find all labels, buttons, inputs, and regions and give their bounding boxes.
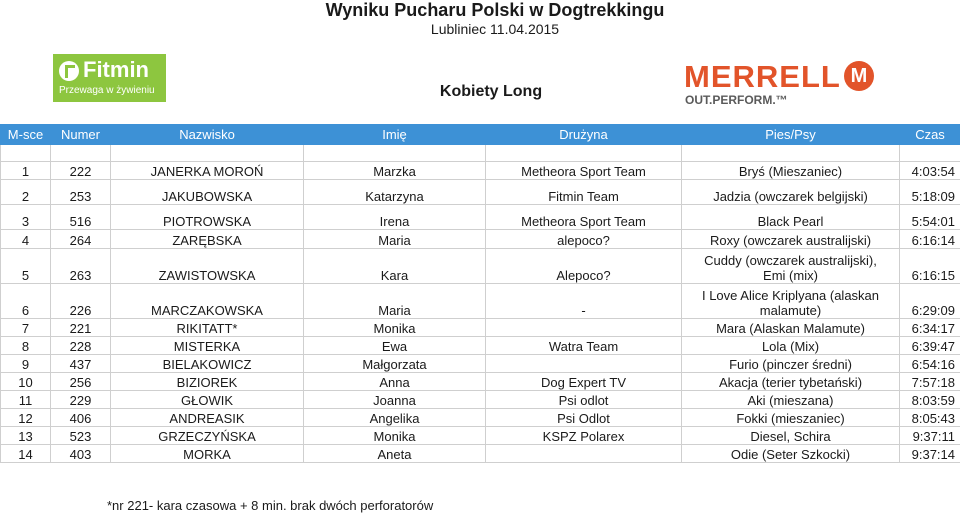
cell-place: 5 xyxy=(1,249,51,284)
cell-time: 6:16:14 xyxy=(900,230,960,249)
table-row xyxy=(1,162,960,180)
cell-number: 229 xyxy=(51,391,111,409)
cell-name: Monika xyxy=(304,427,486,445)
table-row xyxy=(1,355,960,373)
column-header-team: Drużyna xyxy=(486,125,682,145)
cell-place: 2 xyxy=(1,180,51,205)
cell-place: 4 xyxy=(1,230,51,249)
cell-number: 263 xyxy=(51,249,111,284)
cell-surname: ZARĘBSKA xyxy=(111,230,304,249)
column-header-dogs: Pies/Psy xyxy=(682,125,900,145)
cell-surname: PIOTROWSKA xyxy=(111,205,304,230)
cell-dogs: Bryś (Mieszaniec) xyxy=(682,162,900,180)
cell-dogs: Aki (mieszana) xyxy=(682,391,900,409)
page-title: Wyniku Pucharu Polski w Dogtrekkingu xyxy=(325,0,665,20)
cell-place: 6 xyxy=(1,284,51,319)
cell-time: 6:16:15 xyxy=(900,249,960,284)
cell-dogs: Lola (Mix) xyxy=(682,337,900,355)
table-row xyxy=(1,230,960,249)
results-table xyxy=(0,124,960,463)
cell-number: 516 xyxy=(51,205,111,230)
cell-surname: ANDREASIK xyxy=(111,409,304,427)
cell-number: 523 xyxy=(51,427,111,445)
cell-number: 228 xyxy=(51,337,111,355)
cell-place: 11 xyxy=(1,391,51,409)
cell-number: 406 xyxy=(51,409,111,427)
cell-surname: ZAWISTOWSKA xyxy=(111,249,304,284)
cell-surname: MISTERKA xyxy=(111,337,304,355)
cell-place: 3 xyxy=(1,205,51,230)
cell-team: Psi Odlot xyxy=(486,409,682,427)
cell-name: Małgorzata xyxy=(304,355,486,373)
cell-team: Watra Team xyxy=(486,337,682,355)
cell-surname: JAKUBOWSKA xyxy=(111,180,304,205)
cell-place: 13 xyxy=(1,427,51,445)
cell-time: 9:37:14 xyxy=(900,445,960,463)
table-row xyxy=(1,205,960,230)
cell-time: 6:34:17 xyxy=(900,319,960,337)
cell-team: Metheora Sport Team xyxy=(486,205,682,230)
cell-time: 5:18:09 xyxy=(900,180,960,205)
cell-dogs: Fokki (mieszaniec) xyxy=(682,409,900,427)
table-row xyxy=(1,409,960,427)
cell-name: Anna xyxy=(304,373,486,391)
cell-time: 8:05:43 xyxy=(900,409,960,427)
cell-number: 264 xyxy=(51,230,111,249)
cell-surname: BIZIOREK xyxy=(111,373,304,391)
cell-time: 4:03:54 xyxy=(900,162,960,180)
cell-dogs: Diesel, Schira xyxy=(682,427,900,445)
cell-team: Metheora Sport Team xyxy=(486,162,682,180)
cell-dogs: Odie (Seter Szkocki) xyxy=(682,445,900,463)
cell-time: 8:03:59 xyxy=(900,391,960,409)
cell-dogs: Mara (Alaskan Malamute) xyxy=(682,319,900,337)
column-header-number: Numer xyxy=(51,125,111,145)
column-header-name: Imię xyxy=(304,125,486,145)
cell-place: 7 xyxy=(1,319,51,337)
table-spacer-row xyxy=(1,145,960,162)
fitmin-check-icon xyxy=(59,61,79,81)
cell-number: 437 xyxy=(51,355,111,373)
cell-time: 9:37:11 xyxy=(900,427,960,445)
cell-number: 222 xyxy=(51,162,111,180)
cell-team xyxy=(486,445,682,463)
table-row xyxy=(1,337,960,355)
cell-number: 226 xyxy=(51,284,111,319)
cell-dogs: I Love Alice Kriplyana (alaskan malamute) xyxy=(682,284,900,319)
cell-surname: JANERKA MOROŃ xyxy=(111,162,304,180)
cell-name: Joanna xyxy=(304,391,486,409)
cell-team: KSPZ Polarex xyxy=(486,427,682,445)
cell-team: - xyxy=(486,284,682,319)
table-row xyxy=(1,180,960,205)
table-header-row xyxy=(1,125,960,145)
cell-place: 8 xyxy=(1,337,51,355)
cell-number: 221 xyxy=(51,319,111,337)
cell-name: Katarzyna xyxy=(304,180,486,205)
cell-place: 9 xyxy=(1,355,51,373)
table-row xyxy=(1,284,960,319)
cell-name: Maria xyxy=(304,284,486,319)
cell-team: Dog Expert TV xyxy=(486,373,682,391)
cell-place: 1 xyxy=(1,162,51,180)
cell-surname: GŁOWIK xyxy=(111,391,304,409)
cell-name: Angelika xyxy=(304,409,486,427)
cell-surname: BIELAKOWICZ xyxy=(111,355,304,373)
cell-time: 6:29:09 xyxy=(900,284,960,319)
cell-time: 6:39:47 xyxy=(900,337,960,355)
cell-dogs: Cuddy (owczarek australijski), Emi (mix) xyxy=(682,249,900,284)
cell-team: Fitmin Team xyxy=(486,180,682,205)
cell-time: 5:54:01 xyxy=(900,205,960,230)
fitmin-logo-tagline: Przewaga w żywieniu xyxy=(59,85,155,96)
cell-place: 12 xyxy=(1,409,51,427)
table-row xyxy=(1,427,960,445)
cell-name: Aneta xyxy=(304,445,486,463)
cell-team: Psi odlot xyxy=(486,391,682,409)
cell-time: 6:54:16 xyxy=(900,355,960,373)
cell-dogs: Black Pearl xyxy=(682,205,900,230)
table-row xyxy=(1,445,960,463)
cell-time: 7:57:18 xyxy=(900,373,960,391)
cell-dogs: Roxy (owczarek australijski) xyxy=(682,230,900,249)
cell-team xyxy=(486,355,682,373)
cell-place: 10 xyxy=(1,373,51,391)
cell-surname: MARCZAKOWSKA xyxy=(111,284,304,319)
cell-dogs: Jadzia (owczarek belgijski) xyxy=(682,180,900,205)
cell-name: Maria xyxy=(304,230,486,249)
event-date-location: Lubliniec 11.04.2015 xyxy=(430,21,560,37)
cell-number: 253 xyxy=(51,180,111,205)
cell-name: Irena xyxy=(304,205,486,230)
merrell-logo-name: MERRELL xyxy=(684,59,841,94)
merrell-logo xyxy=(684,60,904,110)
cell-surname: MORKA xyxy=(111,445,304,463)
cell-name: Ewa xyxy=(304,337,486,355)
table-row xyxy=(1,319,960,337)
cell-place: 14 xyxy=(1,445,51,463)
table-row xyxy=(1,373,960,391)
category-title: Kobiety Long xyxy=(439,83,543,100)
fitmin-logo-name: Fitmin xyxy=(83,57,149,82)
cell-number: 256 xyxy=(51,373,111,391)
column-header-time: Czas xyxy=(900,125,960,145)
cell-surname: RIKITATT* xyxy=(111,319,304,337)
cell-team: alepoco? xyxy=(486,230,682,249)
table-row xyxy=(1,249,960,284)
column-header-surname: Nazwisko xyxy=(111,125,304,145)
table-row xyxy=(1,391,960,409)
cell-dogs: Furio (pinczer średni) xyxy=(682,355,900,373)
cell-name: Monika xyxy=(304,319,486,337)
cell-surname: GRZECZYŃSKA xyxy=(111,427,304,445)
cell-name: Kara xyxy=(304,249,486,284)
cell-name: Marzka xyxy=(304,162,486,180)
merrell-m-icon: M xyxy=(844,61,874,91)
footnote: *nr 221- kara czasowa + 8 min. brak dwóch perforatorów xyxy=(107,498,434,513)
column-header-place: M-sce xyxy=(1,125,51,145)
cell-team xyxy=(486,319,682,337)
merrell-logo-tagline: OUT.PERFORM.™ xyxy=(685,93,788,107)
cell-team: Alepoco? xyxy=(486,249,682,284)
cell-number: 403 xyxy=(51,445,111,463)
cell-dogs: Akacja (terier tybetański) xyxy=(682,373,900,391)
